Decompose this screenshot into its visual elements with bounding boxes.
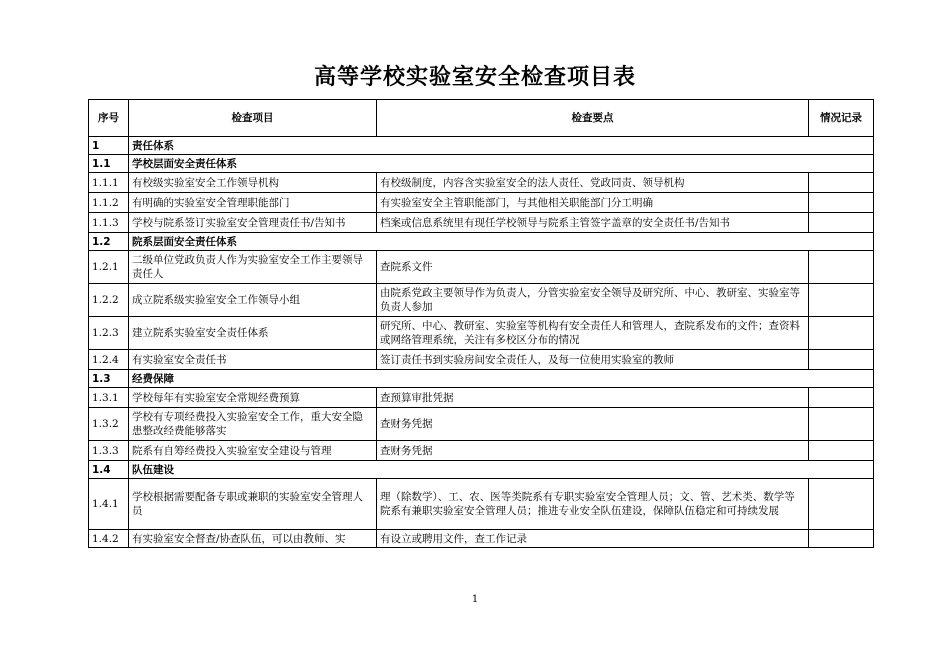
header-record: 情况记录 <box>809 100 874 137</box>
table-row <box>89 530 874 548</box>
record-cell <box>809 284 874 317</box>
section-title: 责任体系 <box>129 137 874 155</box>
table-row <box>89 350 874 370</box>
row-number: 1.2.1 <box>89 251 129 284</box>
header-point: 检查要点 <box>377 100 809 137</box>
check-item: 有明确的实验室安全管理职能部门 <box>129 193 377 213</box>
section-title: 院系层面安全责任体系 <box>129 233 874 251</box>
check-point: 有设立或聘用文件，查工作记录 <box>377 530 809 548</box>
row-number: 1.2.4 <box>89 350 129 370</box>
row-number: 1.1.2 <box>89 193 129 213</box>
check-point: 由院系党政主要领导作为负责人，分管实验室安全领导及研究所、中心、教研室、实验室等负责人参加 <box>377 284 809 317</box>
section-row <box>89 370 874 388</box>
record-cell <box>809 193 874 213</box>
section-number: 1.3 <box>89 370 129 388</box>
table-row <box>89 173 874 193</box>
row-number: 1.2.2 <box>89 284 129 317</box>
page-title: 高等学校实验室安全检查项目表 <box>313 65 636 90</box>
check-item: 成立院系级实验室安全工作领导小组 <box>129 284 377 317</box>
record-cell <box>809 479 874 530</box>
check-item: 二级单位党政负责人作为实验室安全工作主要领导责任人 <box>129 251 377 284</box>
table-row <box>89 441 874 461</box>
section-row <box>89 461 874 479</box>
check-point: 查财务凭据 <box>377 441 809 461</box>
section-title: 学校层面安全责任体系 <box>129 155 874 173</box>
page-number: 1 <box>471 594 479 605</box>
header-item: 检查项目 <box>129 100 377 137</box>
section-row <box>89 155 874 173</box>
row-number: 1.1.1 <box>89 173 129 193</box>
check-point: 研究所、中心、教研室、实验室等机构有安全责任人和管理人，查院系发布的文件；查资料或网络管理系统，关注有多校区分布的情况 <box>377 317 809 350</box>
check-item: 有实验室安全责任书 <box>129 350 377 370</box>
table-header-row <box>89 100 874 137</box>
section-number: 1.4 <box>89 461 129 479</box>
check-item: 有实验室安全督查/协查队伍，可以由教师、实 <box>129 530 377 548</box>
record-cell <box>809 317 874 350</box>
record-cell <box>809 388 874 408</box>
table-body <box>89 137 874 548</box>
row-number: 1.1.3 <box>89 213 129 233</box>
table-row <box>89 388 874 408</box>
table-row <box>89 408 874 441</box>
table-row <box>89 213 874 233</box>
row-number: 1.2.3 <box>89 317 129 350</box>
table-row <box>89 317 874 350</box>
record-cell <box>809 530 874 548</box>
section-number: 1.2 <box>89 233 129 251</box>
record-cell <box>809 173 874 193</box>
table-row <box>89 479 874 530</box>
check-point: 查预算审批凭据 <box>377 388 809 408</box>
row-number: 1.3.1 <box>89 388 129 408</box>
check-item: 学校有专项经费投入实验室安全工作，重大安全隐患整改经费能够落实 <box>129 408 377 441</box>
row-number: 1.3.2 <box>89 408 129 441</box>
table-row <box>89 284 874 317</box>
check-point: 查财务凭据 <box>377 408 809 441</box>
record-cell <box>809 213 874 233</box>
check-point: 查院系文件 <box>377 251 809 284</box>
record-cell <box>809 441 874 461</box>
check-point: 有实验室安全主管职能部门，与其他相关职能部门分工明确 <box>377 193 809 213</box>
inspection-table <box>88 99 874 548</box>
check-item: 有校级实验室安全工作领导机构 <box>129 173 377 193</box>
check-item: 学校与院系签订实验室安全管理责任书/告知书 <box>129 213 377 233</box>
check-point: 档案或信息系统里有现任学校领导与院系主管签字盖章的安全责任书/告知书 <box>377 213 809 233</box>
table-row <box>89 193 874 213</box>
section-title: 经费保障 <box>129 370 874 388</box>
check-item: 院系有自筹经费投入实验室安全建设与管理 <box>129 441 377 461</box>
check-item: 学校根据需要配备专职或兼职的实验室安全管理人员 <box>129 479 377 530</box>
check-item: 学校每年有实验室安全常规经费预算 <box>129 388 377 408</box>
record-cell <box>809 408 874 441</box>
section-row <box>89 233 874 251</box>
section-number: 1.1 <box>89 155 129 173</box>
check-item: 建立院系实验室安全责任体系 <box>129 317 377 350</box>
section-title: 队伍建设 <box>129 461 874 479</box>
row-number: 1.3.3 <box>89 441 129 461</box>
section-row <box>89 137 874 155</box>
row-number: 1.4.1 <box>89 479 129 530</box>
check-point: 理（除数学）、工、农、医等类院系有专职实验室安全管理人员；文、管、艺术类、数学等院系有兼职实验室安全管理人员；推进专业安全队伍建设，保障队伍稳定和可持续发展 <box>377 479 809 530</box>
section-number: 1 <box>89 137 129 155</box>
check-point: 签订责任书到实验房间安全责任人，及每一位使用实验室的教师 <box>377 350 809 370</box>
row-number: 1.4.2 <box>89 530 129 548</box>
header-no: 序号 <box>89 100 129 137</box>
record-cell <box>809 350 874 370</box>
record-cell <box>809 251 874 284</box>
check-point: 有校级制度，内容含实验室安全的法人责任、党政同责、领导机构 <box>377 173 809 193</box>
table-row <box>89 251 874 284</box>
